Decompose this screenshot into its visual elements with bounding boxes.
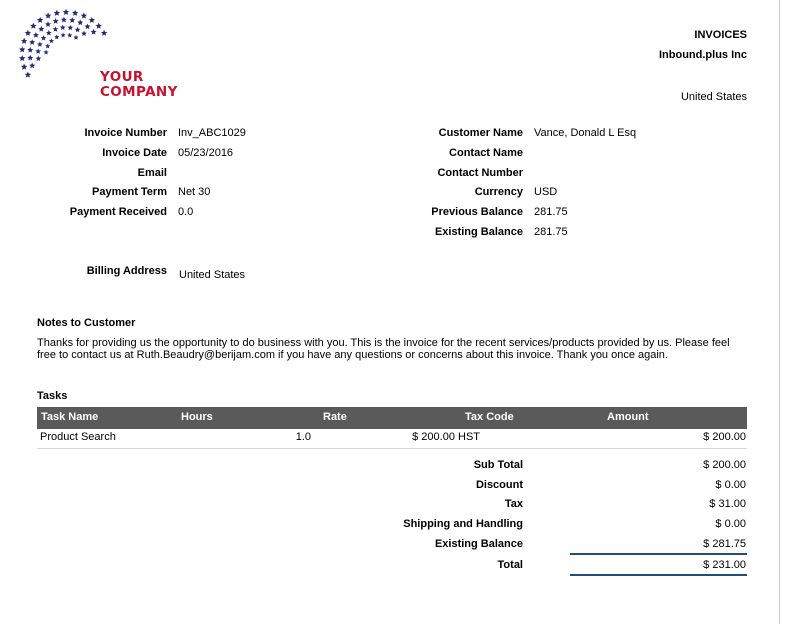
logo-star: [37, 41, 43, 46]
table-row-divider: [37, 448, 747, 449]
tasks-table-header: [37, 407, 747, 429]
logo-star: [41, 35, 47, 40]
logo-star: [38, 26, 44, 32]
payment-received-label: Payment Received: [69, 206, 167, 218]
logo-star: [21, 64, 27, 70]
document-title: INVOICES: [694, 29, 747, 41]
logo-star: [25, 72, 31, 78]
notes-line-2: free to contact us at Ruth.Beaudry@berijam.com if you have any questions or concerns about this invoice. Thank you once again.: [37, 349, 668, 361]
logo-star: [29, 63, 35, 69]
logo-star: [101, 30, 107, 36]
logo-star: [25, 30, 31, 36]
col-task-name: Task Name: [41, 411, 99, 423]
payment-term-value: Net 30: [178, 186, 211, 198]
task-rate-cell: 1.0: [295, 431, 311, 443]
invoice-date-label: Invoice Date: [102, 147, 167, 159]
logo-star: [29, 39, 35, 45]
logo-star: [77, 19, 83, 25]
logo-star: [61, 33, 66, 38]
company-logo: [4, 4, 194, 116]
task-tax-code-cell: $ 200.00 HST: [412, 431, 480, 443]
task-amount-cell: $ 200.00: [703, 431, 746, 443]
invoice-number-value: Inv_ABC1029: [178, 127, 246, 139]
logo-star: [54, 34, 59, 39]
logo-line-2: COMPANY: [100, 84, 178, 100]
tasks-title: Tasks: [37, 390, 68, 402]
logo-star: [30, 23, 36, 29]
logo-star: [53, 26, 59, 31]
existing-balance-label: Existing Balance: [434, 226, 523, 238]
globe-stars-icon: [4, 4, 114, 104]
total-label: Total: [497, 559, 523, 571]
total-value: $ 231.00: [703, 559, 746, 571]
total-existing-balance-label: Existing Balance: [434, 538, 523, 550]
logo-star: [72, 10, 78, 16]
logo-star: [81, 12, 87, 18]
company-name: Inbound.plus Inc: [659, 49, 747, 61]
col-hours: Hours: [181, 411, 213, 423]
logo-star: [27, 47, 33, 53]
logo-star: [35, 48, 41, 53]
logo-star: [69, 17, 75, 23]
total-top-rule: [570, 553, 747, 555]
logo-star: [73, 35, 78, 40]
logo-star: [45, 44, 50, 49]
billing-address-label: Billing Address: [86, 265, 167, 277]
previous-balance-value: 281.75: [534, 206, 568, 218]
col-amount: Amount: [607, 411, 649, 423]
total-existing-balance-value: $ 281.75: [703, 538, 746, 550]
shipping-label: Shipping and Handling: [403, 518, 523, 530]
logo-star: [84, 23, 90, 29]
logo-star: [61, 17, 67, 23]
invoice-number-label: Invoice Number: [84, 127, 167, 139]
tax-label: Tax: [504, 498, 523, 510]
notes-title: Notes to Customer: [37, 317, 136, 329]
logo-line-1: YOUR: [100, 69, 144, 85]
logo-star: [81, 31, 87, 36]
email-label: Email: [137, 167, 167, 179]
logo-star: [67, 33, 72, 38]
logo-star: [44, 50, 49, 55]
logo-star: [89, 17, 95, 23]
logo-star: [67, 25, 73, 30]
logo-star: [63, 9, 69, 15]
previous-balance-label: Previous Balance: [431, 206, 523, 218]
logo-star: [53, 18, 59, 24]
discount-value: $ 0.00: [715, 479, 746, 491]
logo-star: [21, 38, 27, 44]
logo-star: [46, 30, 52, 35]
logo-star: [37, 17, 43, 23]
contact-number-label: Contact Number: [437, 167, 523, 179]
customer-name-label: Customer Name: [438, 127, 523, 139]
logo-star: [91, 29, 97, 35]
existing-balance-value: 281.75: [534, 226, 568, 238]
logo-star: [54, 10, 60, 16]
shipping-value: $ 0.00: [715, 518, 746, 530]
customer-name-value: Vance, Donald L Esq: [534, 127, 637, 139]
billing-address-value: United States: [179, 269, 246, 281]
logo-star: [75, 27, 81, 32]
logo-star: [36, 56, 42, 61]
notes-line-1: Thanks for providing us the opportunity to do business with you. This is the invoice for the recent services/products provided by us. Please feel: [37, 337, 730, 349]
subtotal-label: Sub Total: [473, 459, 523, 471]
task-name-cell: Product Search: [40, 431, 116, 443]
logo-star: [19, 55, 25, 61]
currency-label: Currency: [474, 186, 523, 198]
logo-star: [45, 21, 51, 27]
logo-star: [60, 25, 66, 30]
payment-received-value: 0.0: [178, 206, 194, 218]
subtotal-value: $ 200.00: [703, 459, 746, 471]
tax-value: $ 31.00: [709, 498, 746, 510]
logo-text: [100, 70, 178, 100]
logo-star: [49, 38, 54, 43]
logo-star: [95, 23, 101, 29]
logo-star: [45, 12, 51, 18]
invoice-date-value: 05/23/2016: [178, 147, 234, 159]
discount-label: Discount: [475, 479, 523, 491]
company-country: United States: [680, 91, 747, 103]
logo-star: [27, 55, 33, 61]
currency-value: USD: [534, 186, 558, 198]
payment-term-label: Payment Term: [92, 186, 167, 198]
total-bottom-rule: [570, 574, 747, 576]
col-rate: Rate: [323, 411, 347, 423]
contact-name-label: Contact Name: [449, 147, 523, 159]
logo-star: [33, 32, 39, 38]
logo-star: [19, 46, 25, 52]
col-tax-code: Tax Code: [465, 411, 514, 423]
